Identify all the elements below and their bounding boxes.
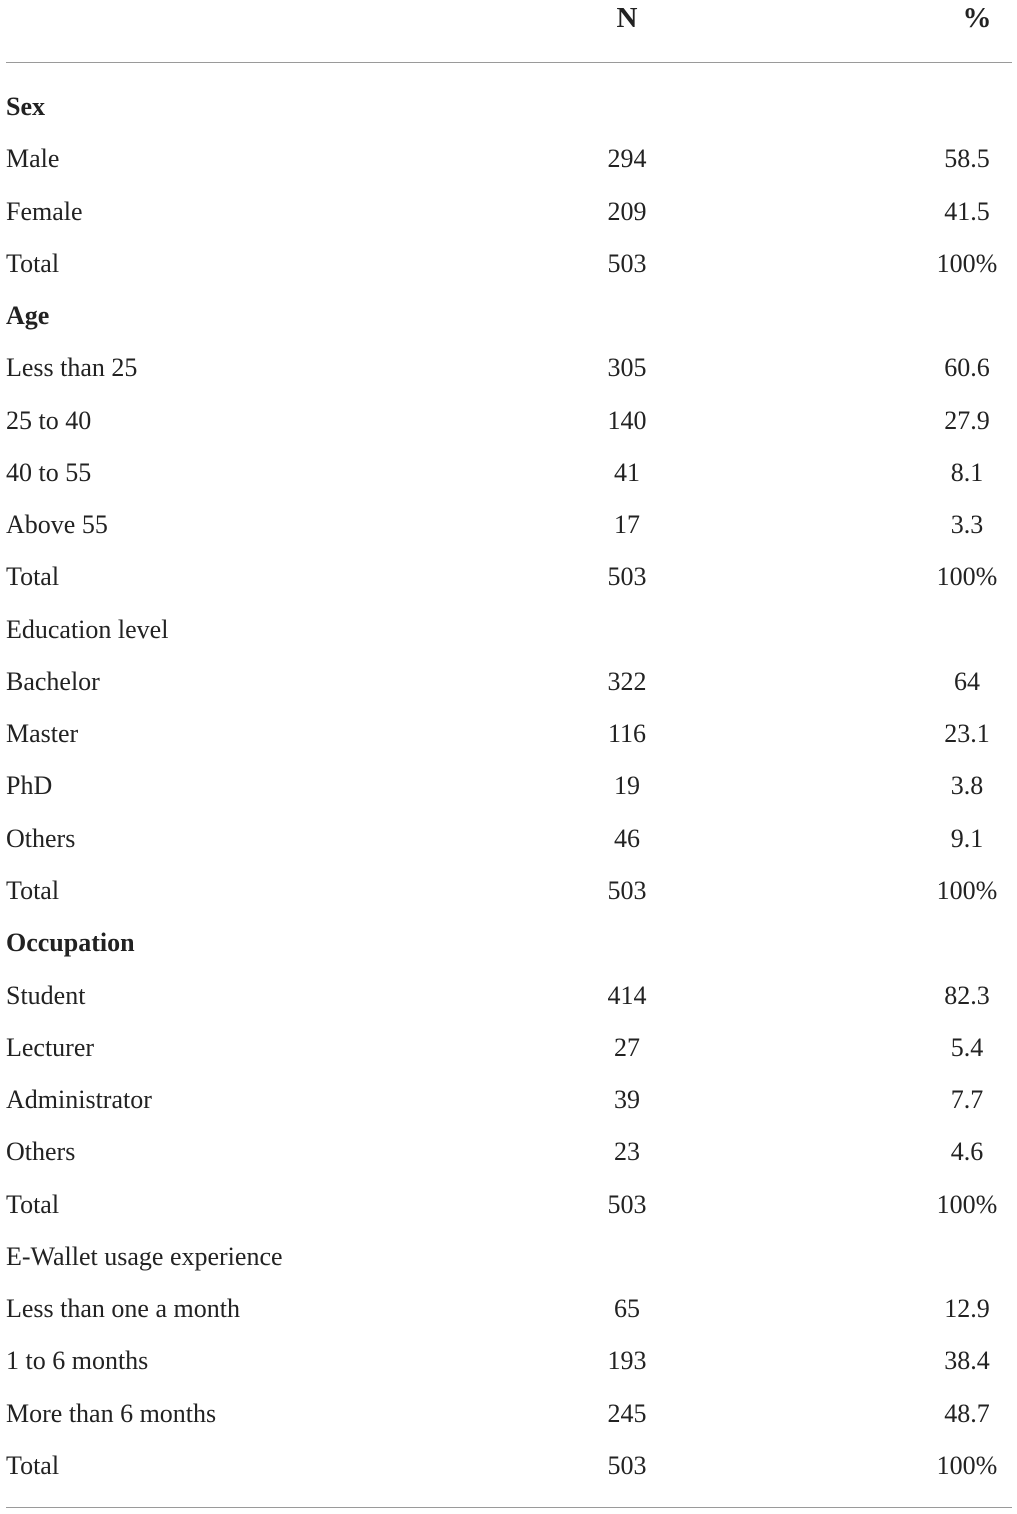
row-label: Total <box>6 1450 60 1480</box>
table-row <box>0 970 1017 1022</box>
row-percent: 100% <box>936 875 998 905</box>
row-label: Above 55 <box>6 510 108 540</box>
table-row <box>0 1179 1017 1231</box>
row-percent: 3.8 <box>950 771 984 801</box>
row-n: 27 <box>614 1032 640 1062</box>
table-row <box>0 1022 1017 1074</box>
table-row <box>0 1126 1017 1178</box>
row-n: 19 <box>614 771 640 801</box>
table-row <box>0 551 1017 603</box>
row-label: Age <box>6 301 50 331</box>
row-percent: 64 <box>954 666 980 696</box>
row-percent: 3.3 <box>950 510 984 540</box>
row-label: Total <box>6 562 60 592</box>
row-percent: 100% <box>936 562 998 592</box>
row-n: 140 <box>607 405 647 435</box>
top-rule <box>6 62 1012 63</box>
row-n: 503 <box>607 875 647 905</box>
row-label: Total <box>6 248 60 278</box>
row-n: 39 <box>614 1085 640 1115</box>
row-percent: 8.1 <box>950 457 984 487</box>
row-percent: 48.7 <box>944 1398 990 1428</box>
row-label: Occupation <box>6 928 135 958</box>
row-percent: 41.5 <box>944 196 990 226</box>
row-percent: 58.5 <box>944 144 990 174</box>
row-label: Male <box>6 144 60 174</box>
table-row <box>0 656 1017 708</box>
table-row <box>0 447 1017 499</box>
table-row <box>0 1388 1017 1440</box>
table-row <box>0 499 1017 551</box>
table-row <box>0 1283 1017 1335</box>
table-row <box>0 760 1017 812</box>
table-row <box>0 708 1017 760</box>
row-percent: 82.3 <box>944 980 990 1010</box>
row-percent: 100% <box>936 1450 998 1480</box>
row-label: E-Wallet usage experience <box>6 1241 283 1271</box>
row-label: Sex <box>6 92 45 121</box>
row-label: Female <box>6 196 83 226</box>
table-row <box>0 813 1017 865</box>
row-label: Total <box>6 875 60 905</box>
table-row <box>0 604 1017 656</box>
row-n: 245 <box>607 1398 647 1428</box>
row-label: Administrator <box>6 1085 152 1115</box>
row-label: Total <box>6 1189 60 1219</box>
row-n: 414 <box>607 980 647 1010</box>
row-percent: 23.1 <box>944 719 990 749</box>
row-percent: 5.4 <box>950 1032 984 1062</box>
table-row <box>0 1074 1017 1126</box>
row-percent: 27.9 <box>944 405 990 435</box>
row-percent: 100% <box>936 248 998 278</box>
table-row <box>0 1231 1017 1283</box>
table-body <box>0 81 1017 1492</box>
row-n: 503 <box>607 1450 647 1480</box>
row-label: 1 to 6 months <box>6 1346 149 1376</box>
table-row <box>0 290 1017 342</box>
row-label: Less than one a month <box>6 1294 240 1324</box>
header-n: N <box>616 2 638 34</box>
row-label: Others <box>6 823 76 853</box>
row-n: 209 <box>607 196 647 226</box>
row-label: 25 to 40 <box>6 405 92 435</box>
table-row <box>0 395 1017 447</box>
table-row <box>0 1440 1017 1492</box>
table-header <box>0 0 1017 40</box>
row-n: 46 <box>614 823 640 853</box>
row-n: 17 <box>614 510 640 540</box>
row-percent: 4.6 <box>950 1137 984 1167</box>
table-row <box>0 186 1017 238</box>
row-n: 23 <box>614 1137 640 1167</box>
row-n: 322 <box>607 666 647 696</box>
row-n: 116 <box>607 719 647 749</box>
row-label: Student <box>6 980 86 1010</box>
row-label: More than 6 months <box>6 1398 217 1428</box>
row-n: 65 <box>614 1294 640 1324</box>
row-n: 41 <box>614 457 640 487</box>
row-percent: 7.7 <box>950 1085 984 1115</box>
row-n: 305 <box>607 353 647 383</box>
table-row <box>0 865 1017 917</box>
table-row <box>0 917 1017 969</box>
row-label: Others <box>6 1137 76 1167</box>
row-percent: 60.6 <box>944 353 990 383</box>
row-label: Bachelor <box>6 666 100 696</box>
row-percent: 38.4 <box>944 1346 990 1376</box>
header-percent: % <box>962 2 992 34</box>
row-label: 40 to 55 <box>6 457 92 487</box>
row-percent: 9.1 <box>950 823 984 853</box>
row-n: 193 <box>607 1346 647 1376</box>
row-n: 503 <box>607 248 647 278</box>
bottom-rule <box>6 1507 1012 1508</box>
row-n: 503 <box>607 562 647 592</box>
row-percent: 12.9 <box>944 1294 990 1324</box>
row-percent: 100% <box>936 1189 998 1219</box>
row-label: Master <box>6 719 79 749</box>
table-row <box>0 133 1017 185</box>
table-row <box>0 238 1017 290</box>
row-label: Lecturer <box>6 1032 95 1062</box>
table-row <box>0 1335 1017 1387</box>
row-label: PhD <box>6 771 53 801</box>
table-row <box>0 81 1017 133</box>
row-n: 503 <box>607 1189 647 1219</box>
table-row <box>0 342 1017 394</box>
row-label: Less than 25 <box>6 353 138 383</box>
row-label: Education level <box>6 614 169 644</box>
row-n: 294 <box>607 144 647 174</box>
